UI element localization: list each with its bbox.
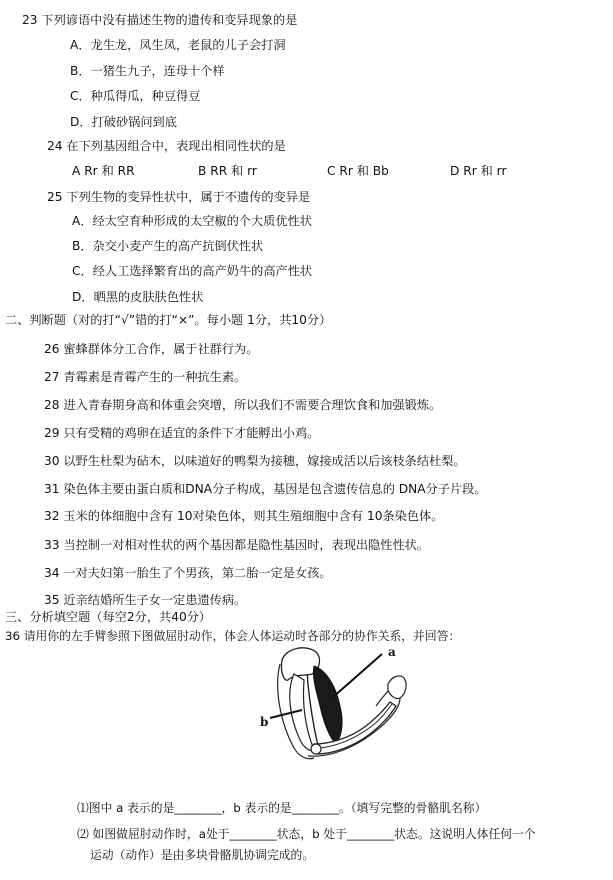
q36-sub1: ⑴图中 a 表示的是________，b 表示的是________。（填写完整的骨骼肌名称） [77, 801, 487, 815]
q25-option-d: D．晒黑的皮肤肤色性状 [72, 290, 204, 304]
q25-option-a: A．经太空育种形成的太空椒的个大质优性状 [72, 214, 312, 228]
label-b: b [260, 715, 269, 729]
judge-item-32: 32 玉米的体细胞中含有 10对染色体，则其生殖细胞中含有 10条染色体。 [44, 509, 444, 523]
biceps-muscle-icon [313, 666, 342, 744]
q25-option-b: B．杂交小麦产生的高产抗倒伏性状 [72, 239, 264, 253]
judge-item-31: 31 染色体主要由蛋白质和DNA分子构成，基因是包含遗传信息的 DNA分子片段。 [44, 482, 487, 496]
q23-option-d: D．打破砂锅问到底 [70, 115, 177, 129]
hand-icon [388, 676, 406, 699]
q23-option-b: B．一猪生九子，连母十个样 [70, 64, 225, 78]
q24-options [0, 163, 613, 179]
judge-item-28: 28 进入青春期身高和体重会突增，所以我们不需要合理饮食和加强锻炼。 [44, 398, 442, 412]
section2-heading: 二、判断题（对的打“√”错的打“×”。每小题 1分，共10分） [5, 313, 332, 327]
q24-option-c: C Rr 和 Bb [327, 164, 389, 178]
q23-option-a: A．龙生龙，凤生凤，老鼠的儿子会打洞 [70, 38, 286, 52]
judge-item-29: 29 只有受精的鸡卵在适宜的条件下才能孵出小鸡。 [44, 426, 320, 440]
q24-option-b: B RR 和 rr [198, 164, 257, 178]
q25-stem: 25 下列生物的变异性状中，属于不遗传的变异是 [47, 190, 311, 204]
judge-item-34: 34 一对夫妇第一胎生了个男孩，第二胎一定是女孩。 [44, 566, 332, 580]
label-a-pointer [332, 654, 382, 698]
q24-option-d: D Rr 和 rr [450, 164, 507, 178]
judge-item-33: 33 当控制一对相对性状的两个基因都是隐性基因时，表现出隐性性状。 [44, 538, 430, 552]
q25-option-c: C．经人工选择繁育出的高产奶牛的高产性状 [72, 264, 313, 278]
q36-sub2-line1: ⑵ 如图做屈肘动作时，a处于________状态，b 处于________状态。这说明人体任何一个 [77, 827, 536, 841]
q24-stem: 24 在下列基因组合中，表现出相同性状的是 [47, 139, 286, 153]
section3-heading: 三、分析填空题（每空2分，共40分） [5, 610, 212, 624]
judge-item-30: 30 以野生杜梨为砧木，以味道好的鸭梨为接穗，嫁接成活以后该枝条结杜梨。 [44, 454, 466, 468]
q23-stem: 23 下列谚语中没有描述生物的遗传和变异现象的是 [22, 13, 298, 27]
arm-flexion-figure [250, 640, 410, 765]
q24-option-a: A Rr 和 RR [72, 164, 135, 178]
label-a: a [388, 645, 396, 659]
judge-item-26: 26 蜜蜂群体分工合作，属于社群行为。 [44, 342, 259, 356]
q23-option-c: C．种瓜得瓜，种豆得豆 [70, 89, 201, 103]
q36-sub2-line2: 运动（动作）是由多块骨骼肌协调完成的。 [90, 848, 315, 862]
judge-item-35: 35 近亲结婚所生子女一定患遗传病。 [44, 593, 247, 607]
q36-stem: 36 请用你的左手臂参照下图做屈肘动作，体会人体运动时各部分的协作关系，并回答： [5, 629, 461, 643]
judge-item-27: 27 青霉素是青霉产生的一种抗生素。 [44, 370, 247, 384]
